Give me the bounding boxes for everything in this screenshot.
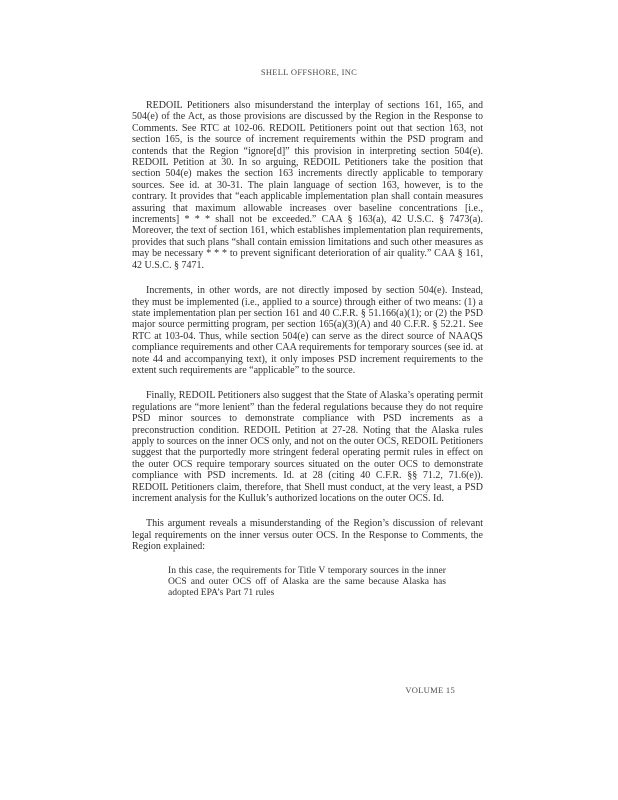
running-head: SHELL OFFSHORE, INC (260, 67, 358, 77)
paragraph-2: Increments, in other words, are not directly imposed by section 504(e). Instead, they must be implemented (i.e., applied to a source) through either of two means: (1) a state implementation plan per section 161 and 40 C.F.R. § 51.166(a)(1); or (2) the PSD major source permitting program, per section 165(a)(3)(A) and 40 C.F.R. § 52.21. See RTC at 103-04. Thus, while section 504(e) can serve as the direct source of NAAQS compliance requirements and other CAA requirements for temporary sources (see id. at note 44 and accompanying text), it only imposes PSD increment requirements to the extent such requirements are “applicable” to the source. (132, 285, 483, 376)
block-quote: In this case, the requirements for Title V temporary sources in the inner OCS and outer OCS off of Alaska are the same because Alaska has adopted EPA’s Part 71 rules (168, 564, 446, 599)
paragraph-1: REDOIL Petitioners also misunderstand the interplay of sections 161, 165, and 504(e) of the Act, as those provisions are discussed by the Region in the Response to Comments. See RTC at 102-06. REDOIL Petitioners point out that section 163, not section 165, is the source of increment requirements within the PSD program and contends that the Region “ignore[d]” this provision in interpreting section 504(e). REDOIL Petition at 30. In so arguing, REDOIL Petitioners take the position that section 504(e) makes the section 163 increments directly applicable to temporary sources. See id. at 30-31. The plain language of section 163, however, is to the contrary. It provides that “each applicable implementation plan shall contain measures assuring that maximum allowable increases over baseline concentrations [i.e., increments] * * * shall not be exceeded.” CAA § 163(a), 42 U.S.C. § 7473(a). Moreover, the text of section 161, which establishes implementation plan requirements, provides that such plans “shall contain emission limitations and such other measures as may be necessary * * * to prevent significant deterioration of air quality.” CAA § 161, 42 U.S.C. § 7471. (132, 100, 483, 271)
paragraph-4: This argument reveals a misunderstanding of the Region’s discussion of relevant legal requirements on the inner versus outer OCS. In the Response to Comments, the Region explained: (132, 518, 483, 553)
body-text (132, 100, 483, 598)
paragraph-3: Finally, REDOIL Petitioners also suggest that the State of Alaska’s operating permit regulations are “more lenient” than the federal regulations because they do not require PSD minor sources to demonstrate compliance with PSD increments as a preconstruction condition. REDOIL Petition at 27-28. Noting that the Alaska rules apply to sources on the inner OCS only, and not on the outer OCS, REDOIL Petitioners suggest that the purportedly more stringent federal operating permit rules in effect on the outer OCS require temporary sources situated on the outer OCS to demonstrate compliance with PSD increments. Id. at 28 (citing 40 C.F.R. §§ 71.2, 71.6(e)). REDOIL Petitioners claim, therefore, that Shell must conduct, at the very least, a PSD increment analysis for the Kulluk’s authorized locations on the outer OCS. Id. (132, 390, 483, 504)
page-folio: VOLUME 15 (405, 685, 455, 695)
